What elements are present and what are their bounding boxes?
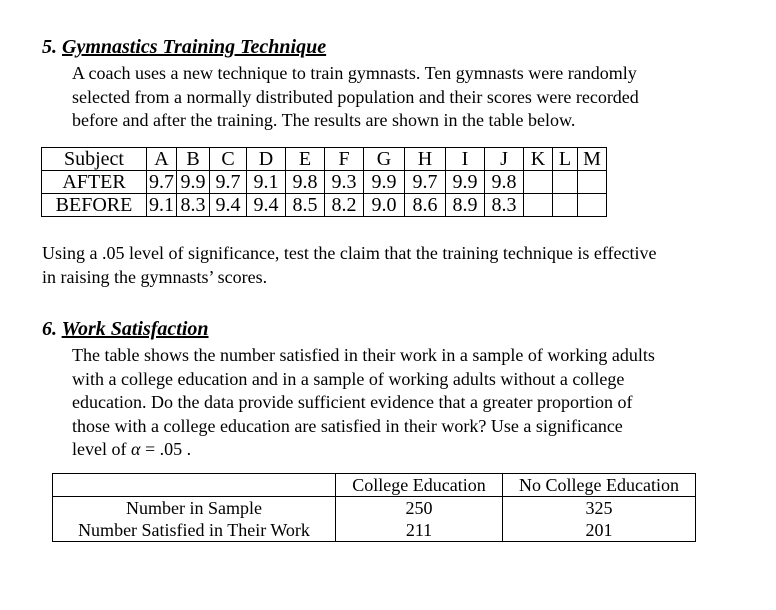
problem-6-intro [72,344,655,462]
table-cell: 250 [336,497,503,520]
table-header-cell: D [247,148,286,171]
table-header-cell: K [524,148,553,171]
table-cell: 8.9 [446,194,485,217]
table-header-cell: C [210,148,247,171]
table-cell: 325 [503,497,696,520]
table-header-row [42,148,607,171]
problem-6-number: 6. [42,318,57,340]
table-header-cell: L [553,148,578,171]
table-cell: 9.7 [210,171,247,194]
gymnast-scores-table [41,147,607,217]
table-cell: 9.7 [147,171,177,194]
problem-6-intro-line: The table shows the number satisfied in their work in a sample of working adults [72,345,655,365]
table-header-cell: College Education [336,474,503,497]
table-cell: 8.3 [485,194,524,217]
table-cell: 8.6 [405,194,446,217]
problem-5-intro-line: selected from a normally distributed population and their scores were recorded [72,86,639,107]
problem-5-intro [72,62,639,133]
table-cell: 8.5 [286,194,325,217]
table-cell: 211 [336,519,503,542]
table-cell: 9.0 [364,194,405,217]
table-cell: 9.1 [147,194,177,217]
problem-5-heading [42,36,326,59]
problem-6-intro-line: those with a college education are satisfied in their work? Use a significance [72,415,623,436]
table-cell: 201 [503,519,696,542]
alpha-value: = .05 . [140,439,192,459]
table-header-cell: G [364,148,405,171]
table-cell: 9.9 [364,171,405,194]
table-header-row [53,474,696,497]
alpha-symbol: α [130,439,141,459]
table-cell: Number Satisfied in Their Work [53,519,336,542]
problem-5-intro-line: before and after the training. The results are shown in the table below. [72,110,576,130]
table-header-cell: A [147,148,177,171]
table-header-cell: H [405,148,446,171]
problem-5-intro-line: A coach uses a new technique to train gymnasts. Ten gymnasts were randomly [72,63,637,83]
problem-5-number: 5. [42,36,57,58]
table-cell: 9.3 [325,171,364,194]
table-header-cell: B [177,148,210,171]
table-cell: 9.7 [405,171,446,194]
table-cell: 9.8 [485,171,524,194]
table-cell: 9.4 [210,194,247,217]
table-cell: 9.9 [446,171,485,194]
table-header-cell: J [485,148,524,171]
table-cell: 9.1 [247,171,286,194]
work-satisfaction-table [52,473,696,542]
table-header-cell: F [325,148,364,171]
table-header-cell: Subject [42,148,147,171]
table-header-cell: M [578,148,607,171]
table-cell: Number in Sample [53,497,336,520]
alpha-prefix: level of [72,439,131,459]
table-cell [524,171,553,194]
table-header-cell: E [286,148,325,171]
problem-6-alpha-line [72,438,655,462]
table-cell [524,194,553,217]
table-cell: 9.9 [177,171,210,194]
problem-6-title: Work Satisfaction [61,318,209,340]
table-row-before [42,194,607,217]
table-cell [553,194,578,217]
problem-5-question-line: in raising the gymnasts’ scores. [42,266,268,287]
table-cell: 9.8 [286,171,325,194]
problem-5-question [42,242,656,289]
table-header-cell: No College Education [503,474,696,497]
problem-5-question-line: Using a .05 level of significance, test the claim that the training technique is effective [42,243,657,263]
table-row-after [42,171,607,194]
table-row [53,497,696,520]
table-cell: BEFORE [42,194,147,217]
problem-6-intro-line: education. Do the data provide sufficient evidence that a greater proportion of [72,392,633,412]
problem-6-intro-line: with a college education and in a sample of working adults without a college [72,368,625,389]
table-cell: 8.2 [325,194,364,217]
table-cell [578,194,607,217]
problem-5-title: Gymnastics Training Technique [62,36,327,58]
table-header-cell [53,474,336,497]
table-cell: AFTER [42,171,147,194]
table-row [53,519,696,542]
table-cell [553,171,578,194]
table-header-cell: I [446,148,485,171]
table-cell [578,171,607,194]
table-cell: 8.3 [177,194,210,217]
table-cell: 9.4 [247,194,286,217]
problem-6-heading [42,318,209,341]
